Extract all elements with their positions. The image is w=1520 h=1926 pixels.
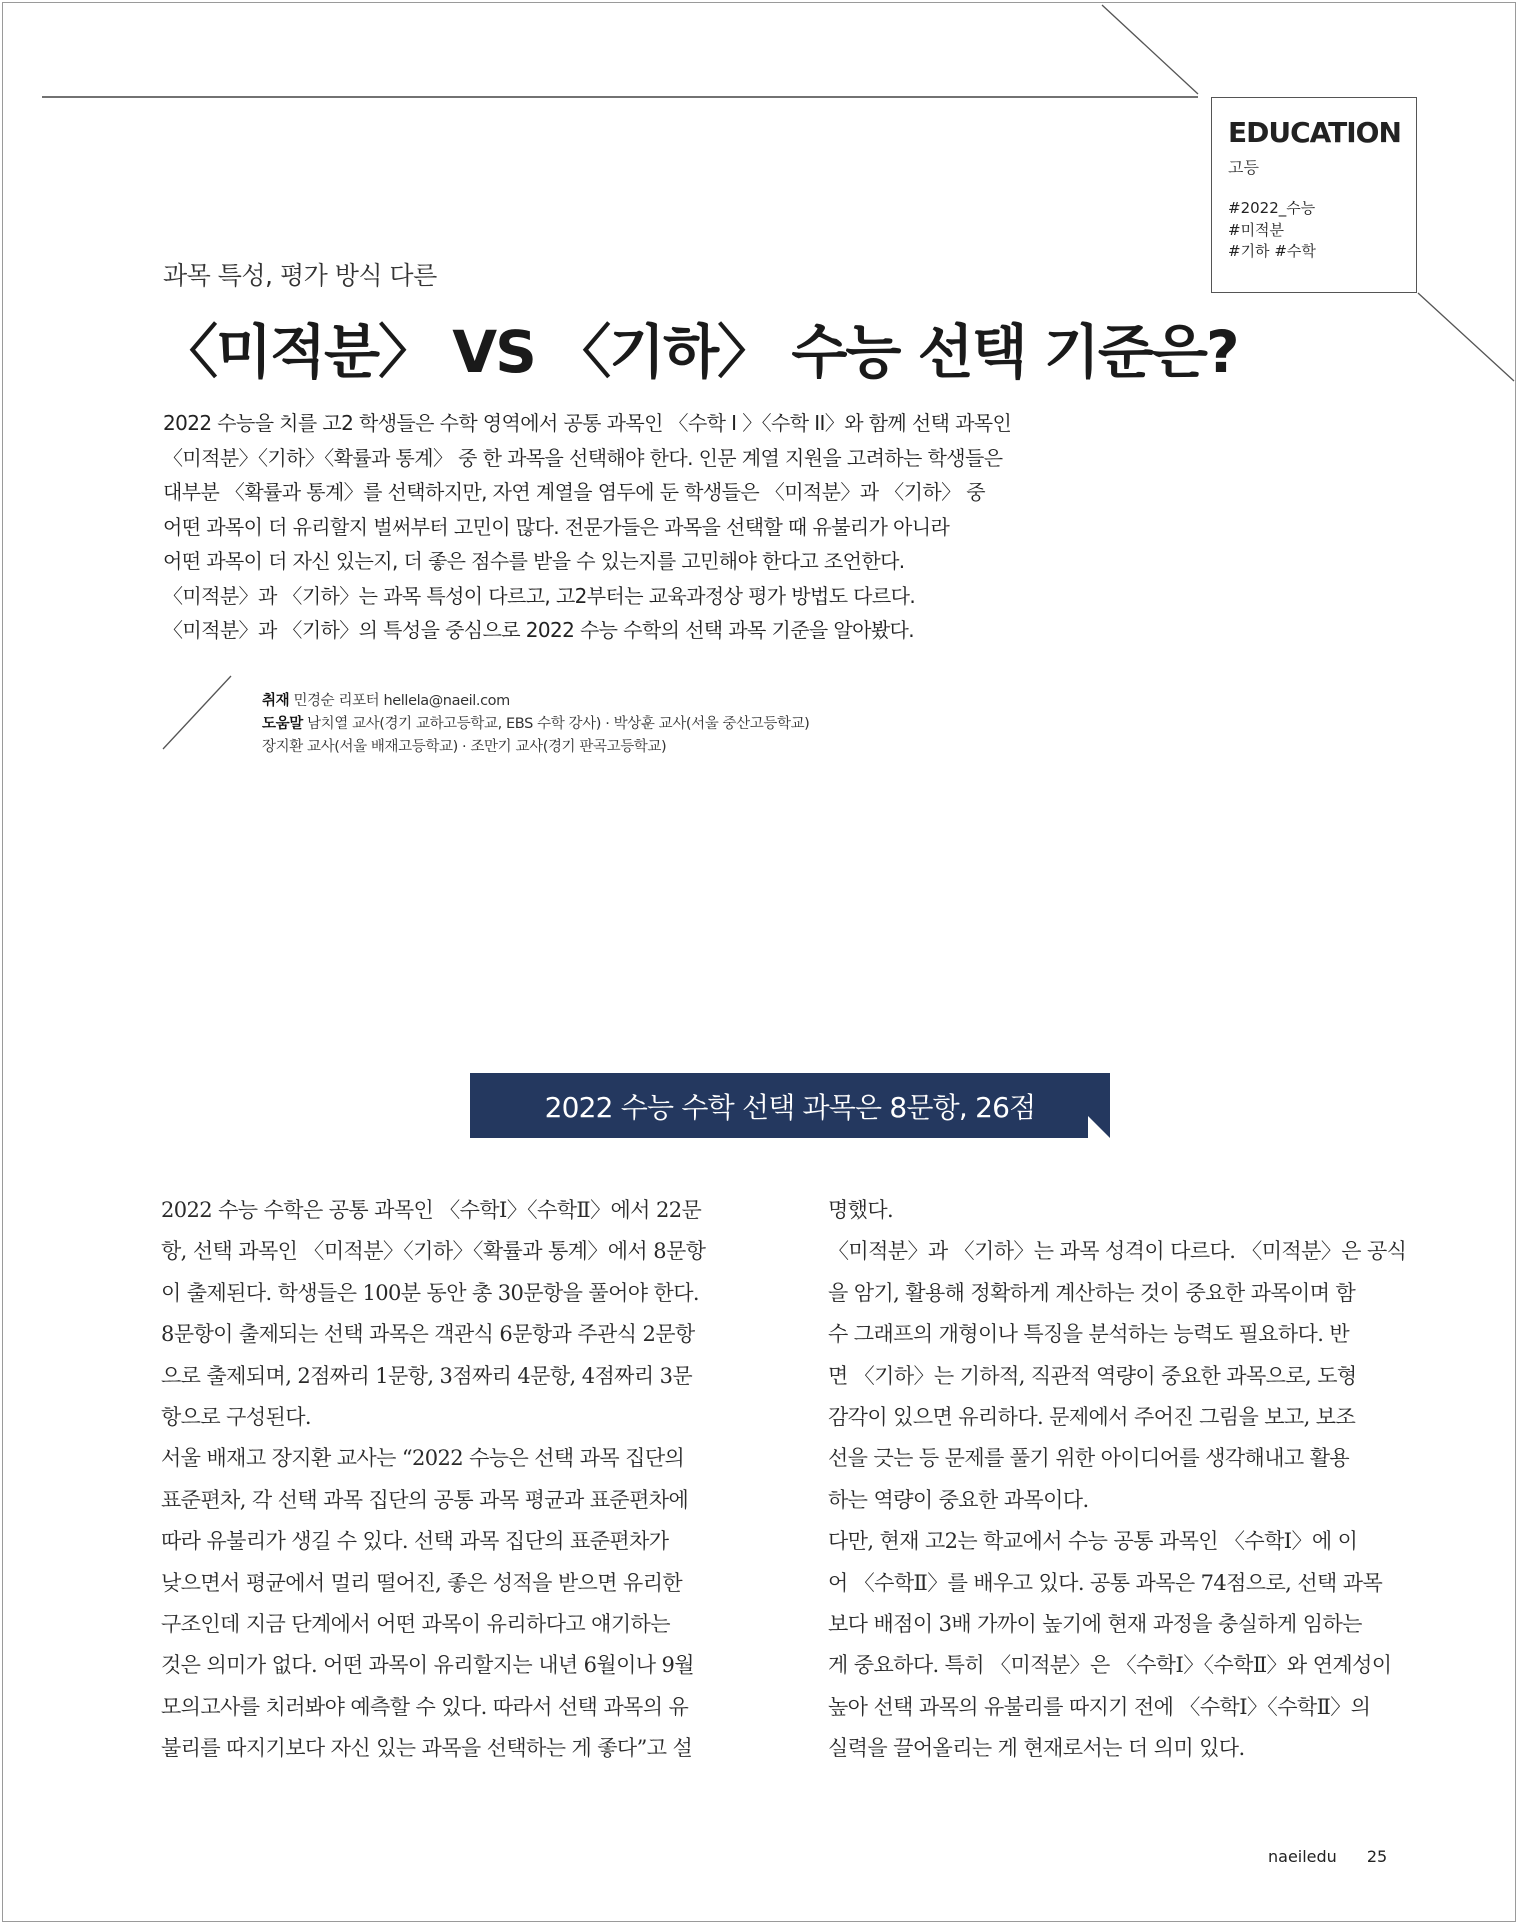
hashtag: #2022_수능 — [1228, 198, 1316, 217]
body-line: 게 중요하다. 특히 〈미적분〉은 〈수학Ⅰ〉〈수학Ⅱ〉와 연계성이 — [828, 1653, 1392, 1678]
body-line: 항으로 구성된다. — [161, 1405, 311, 1430]
body-line: 것은 의미가 없다. 어떤 과목이 유리할지는 내년 6월이나 9월 — [161, 1653, 694, 1678]
credit-help — [262, 713, 809, 736]
lead-line: 대부분 〈확률과 통계〉를 선택하지만, 자연 계열을 염두에 둔 학생들은 〈미적분〉과 〈기하〉 중 — [163, 480, 985, 504]
credit-help-continued: 장지환 교사(서울 배재고등학교) · 조만기 교사(경기 판곡고등학교) — [262, 739, 667, 755]
category-title: EDUCATION — [1228, 116, 1401, 149]
credit-reporter-label: 취재 — [262, 693, 290, 709]
body-line: 이 출제된다. 학생들은 100분 동안 총 30문항을 풀어야 한다. — [161, 1280, 699, 1305]
lead-line: 〈미적분〉과 〈기하〉의 특성을 중심으로 2022 수능 수학의 선택 과목 기준을 알아봤다. — [163, 618, 915, 642]
hashtag: #미적분 — [1228, 220, 1285, 239]
body-line: 모의고사를 치러봐야 예측할 수 있다. 따라서 선택 과목의 유 — [161, 1694, 689, 1719]
page-footer — [1268, 1847, 1387, 1866]
body-line: 8문항이 출제되는 선택 과목은 객관식 6문항과 주관식 2문항 — [161, 1322, 695, 1347]
body-line: 어 〈수학Ⅱ〉를 배우고 있다. 공통 과목은 74점으로, 선택 과목 — [828, 1570, 1383, 1595]
body-line: 불리를 따지기보다 자신 있는 과목을 선택하는 게 좋다”고 설 — [161, 1736, 693, 1761]
body-line: 서울 배재고 장지환 교사는 “2022 수능은 선택 과목 집단의 — [161, 1446, 685, 1471]
body-line: 구조인데 지금 단계에서 어떤 과목이 유리하다고 얘기하는 — [161, 1612, 670, 1637]
lead-line: 〈미적분〉〈기하〉〈확률과 통계〉 중 한 과목을 선택해야 한다. 인문 계열 지원을 고려하는 학생들은 — [163, 445, 1003, 470]
lead-line: 2022 수능을 치를 고2 학생들은 수학 영역에서 공통 과목인 〈수학 I 〉〈수학 II〉와 함께 선택 과목인 — [163, 411, 1012, 435]
body-line: 감각이 있으면 유리하다. 문제에서 주어진 그림을 보고, 보조 — [828, 1405, 1356, 1430]
body-line: 따라 유불리가 생길 수 있다. 선택 과목 집단의 표준편차가 — [161, 1529, 669, 1554]
body-line: 항, 선택 과목인 〈미적분〉〈기하〉〈확률과 통계〉에서 8문항 — [161, 1239, 706, 1264]
credit-reporter — [262, 690, 809, 713]
hashtag-list — [1228, 198, 1400, 263]
body-line: 낮으면서 평균에서 멀리 떨어진, 좋은 성적을 받으면 유리한 — [161, 1570, 683, 1595]
body-line: 면 〈기하〉는 기하적, 직관적 역량이 중요한 과목으로, 도형 — [828, 1363, 1357, 1388]
credits-diagonal — [163, 676, 231, 749]
publication-name: naeiledu — [1268, 1847, 1337, 1866]
body-line: 수 그래프의 개형이나 특징을 분석하는 능력도 필요하다. 반 — [828, 1322, 1350, 1347]
article-credits — [262, 690, 809, 759]
article-kicker: 과목 특성, 평가 방식 다른 — [163, 261, 437, 290]
category-tag-box — [1211, 97, 1417, 293]
body-line: 선을 긋는 등 문제를 풀기 위한 아이디어를 생각해내고 활용 — [828, 1446, 1350, 1471]
credit-reporter-name: 민경순 리포터 hellela@naeil.com — [293, 693, 510, 709]
body-line: 〈미적분〉과 〈기하〉는 과목 성격이 다르다. 〈미적분〉은 공식 — [828, 1239, 1407, 1264]
tagbox-diagonal — [1418, 293, 1514, 381]
body-line: 실력을 끌어올리는 게 현재로서는 더 의미 있다. — [828, 1736, 1245, 1761]
lead-paragraph — [163, 406, 1063, 648]
body-line: 다만, 현재 고2는 학교에서 수능 공통 과목인 〈수학Ⅰ〉에 이 — [828, 1529, 1358, 1554]
body-line: 높아 선택 과목의 유불리를 따지기 전에 〈수학Ⅰ〉〈수학Ⅱ〉의 — [828, 1694, 1371, 1719]
body-line: 하는 역량이 중요한 과목이다. — [828, 1487, 1089, 1512]
body-column-right — [828, 1190, 1418, 1770]
body-line: 을 암기, 활용해 정확하게 계산하는 것이 중요한 과목이며 함 — [828, 1280, 1356, 1305]
category-subtitle: 고등 — [1228, 157, 1259, 177]
page-number: 25 — [1366, 1847, 1388, 1866]
lead-line: 어떤 과목이 더 유리할지 벌써부터 고민이 많다. 전문가들은 과목을 선택할 때 유불리가 아니라 — [163, 514, 950, 539]
lead-line: 〈미적분〉과 〈기하〉는 과목 특성이 다르고, 고2부터는 교육과정상 평가 방법도 다르다. — [163, 583, 916, 608]
body-line: 표준편차, 각 선택 과목 집단의 공통 과목 평균과 표준편차에 — [161, 1487, 689, 1512]
hashtag: #기하 #수학 — [1228, 242, 1316, 261]
credit-help-label: 도움말 — [262, 716, 303, 732]
body-line: 보다 배점이 3배 가까이 높기에 현재 과정을 충실하게 임하는 — [828, 1612, 1362, 1637]
lead-line: 어떤 과목이 더 자신 있는지, 더 좋은 점수를 받을 수 있는지를 고민해야 한다고 조언한다. — [163, 549, 905, 573]
section-heading-banner — [470, 1073, 1110, 1138]
credit-help-line: 남치열 교사(경기 교하고등학교, EBS 수학 강사) · 박상훈 교사(서울 중산고등학교) — [307, 716, 810, 732]
body-line: 으로 출제되며, 2점짜리 1문항, 3점짜리 4문항, 4점짜리 3문 — [161, 1363, 693, 1388]
body-column-left — [161, 1190, 751, 1770]
header-diagonal — [1102, 5, 1198, 94]
body-line: 명했다. — [828, 1198, 894, 1222]
banner-corner-fold — [1088, 1116, 1110, 1138]
section-heading-text: 2022 수능 수학 선택 과목은 8문항, 26점 — [544, 1090, 1036, 1124]
article-headline: 〈미적분〉 VS 〈기하〉 수능 선택 기준은? — [160, 318, 1238, 386]
body-line: 2022 수능 수학은 공통 과목인 〈수학Ⅰ〉〈수학Ⅱ〉에서 22문 — [161, 1198, 702, 1222]
